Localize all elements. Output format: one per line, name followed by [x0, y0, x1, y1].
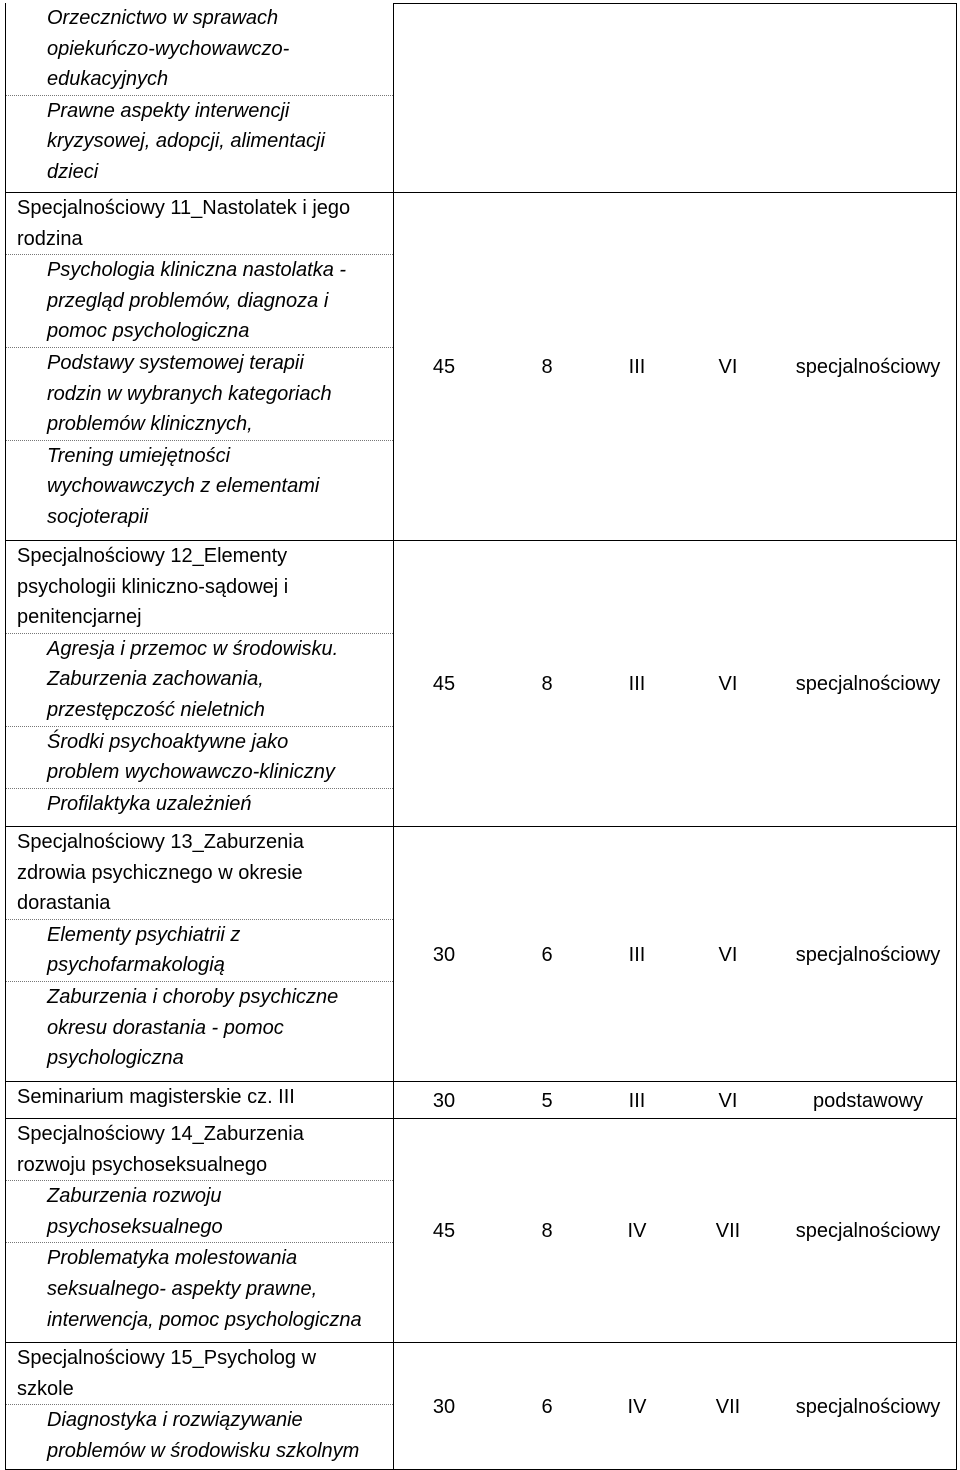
subject-item	[6, 440, 393, 533]
table-row	[6, 3, 956, 193]
table-row	[6, 827, 956, 1082]
hours-cell: 30	[432, 1395, 456, 1418]
subject-item	[6, 1404, 393, 1466]
year-cell: IV	[627, 1220, 647, 1242]
module-description-cell	[6, 193, 394, 540]
module-description-cell	[6, 541, 394, 826]
subject-item-line: edukacyjnych	[47, 68, 169, 91]
subject-item	[6, 726, 393, 788]
subject-item-line: Zaburzenia zachowania,	[47, 668, 264, 691]
subject-item-line: Środki psychoaktywne jako	[47, 730, 289, 753]
curriculum-table	[5, 3, 957, 1470]
subject-item	[6, 788, 393, 820]
module-type-cell: specjalnościowy	[795, 673, 941, 695]
module-title-line: dorastania	[17, 892, 111, 915]
module-title-line: zdrowia psychicznego w okresie	[17, 861, 303, 884]
module-title-line: Specjalnościowy 13_Zaburzenia	[17, 831, 304, 853]
module-type-cell: specjalnościowy	[795, 1395, 941, 1418]
semester-cell: VII	[715, 1220, 741, 1242]
subject-item	[6, 347, 393, 440]
subject-item	[6, 1242, 393, 1335]
subject-item	[6, 633, 393, 726]
module-title-line: Specjalnościowy 12_Elementy	[17, 545, 288, 567]
subject-item-line: Elementy psychiatrii z	[47, 923, 241, 946]
semester-cell: VII	[715, 1395, 741, 1418]
module-description-cell	[6, 827, 394, 1081]
year-cell: III	[628, 943, 646, 966]
semester-cell: VI	[718, 943, 738, 966]
subject-item-line: okresu dorastania - pomoc	[47, 1016, 284, 1039]
module-title-line: rozwoju psychoseksualnego	[17, 1153, 268, 1176]
subject-item-line: psychofarmakologią	[47, 954, 225, 977]
hours-cell: 30	[432, 1089, 456, 1112]
subject-item-line: problemów klinicznych,	[47, 413, 253, 436]
module-title-line: rodzina	[17, 227, 83, 250]
subject-item-line: Agresja i przemoc w środowisku.	[47, 637, 339, 660]
module-title-line: Specjalnościowy 14_Zaburzenia	[17, 1123, 304, 1145]
subject-item-line: problem wychowawczo-kliniczny	[47, 761, 335, 784]
ects-cell: 6	[541, 943, 553, 966]
module-title-line: Specjalnościowy 11_Nastolatek i jego	[17, 197, 351, 219]
subject-item-line: Zaburzenia i choroby psychiczne	[47, 985, 339, 1008]
subject-item-line: Trening umiejętności	[47, 444, 231, 467]
subject-item-line: Zaburzenia rozwoju	[47, 1185, 222, 1208]
ects-cell: 8	[541, 673, 553, 695]
module-title-line: szkole	[17, 1377, 74, 1400]
table-row	[6, 541, 956, 827]
hours-cell: 45	[432, 1220, 456, 1242]
subject-item-line: Diagnostyka i rozwiązywanie	[47, 1409, 303, 1432]
subject-item-line: dzieci	[47, 160, 99, 183]
table-top-border	[394, 3, 956, 4]
subject-item	[6, 1180, 393, 1242]
subject-item-line: problemów w środowisku szkolnym	[47, 1439, 360, 1462]
subject-item-line: Psychologia kliniczna nastolatka -	[47, 259, 347, 282]
subject-item-line: opiekuńczo-wychowawczo-	[47, 37, 290, 60]
subject-item-line: przegląd problemów, diagnoza i	[47, 289, 329, 312]
ects-cell: 5	[541, 1089, 553, 1112]
module-type-cell: specjalnościowy	[795, 356, 941, 378]
table-row	[6, 1119, 956, 1343]
module-description-cell	[6, 3, 394, 192]
subject-item-line: socjoterapii	[47, 505, 149, 528]
module-title-line: Seminarium magisterskie cz. III	[17, 1086, 295, 1108]
subject-item-line: rodzin w wybranych kategoriach	[47, 382, 332, 405]
year-cell: III	[628, 356, 646, 378]
table-row	[6, 1343, 956, 1470]
module-title-line: Specjalnościowy 15_Psycholog w	[17, 1347, 317, 1369]
module-description-cell	[6, 1119, 394, 1342]
subject-item-line: psychologiczna	[47, 1047, 184, 1070]
module-type-cell: podstawowy	[812, 1089, 924, 1112]
hours-cell: 30	[432, 943, 456, 966]
subject-item	[6, 254, 393, 347]
semester-cell: VI	[718, 356, 738, 378]
hours-cell: 45	[432, 673, 456, 695]
module-title-line: psychologii kliniczno-sądowej i	[17, 575, 289, 598]
ects-cell: 6	[541, 1395, 553, 1418]
year-cell: IV	[627, 1395, 647, 1418]
subject-item-line: Prawne aspekty interwencji	[47, 99, 290, 122]
semester-cell: VI	[718, 1089, 738, 1112]
module-title-line: penitencjarnej	[17, 606, 142, 629]
hours-cell: 45	[432, 356, 456, 378]
subject-item-line: Profilaktyka uzależnień	[47, 792, 252, 815]
subject-item	[6, 981, 393, 1074]
subject-item-line: wychowawczych z elementami	[47, 475, 320, 498]
semester-cell: VI	[718, 673, 738, 695]
subject-item-line: przestępczość nieletnich	[47, 698, 265, 721]
subject-item-line: Podstawy systemowej terapii	[47, 351, 304, 374]
subject-item-line: psychoseksualnego	[47, 1215, 223, 1238]
ects-cell: 8	[541, 1220, 553, 1242]
subject-item-line: kryzysowej, adopcji, alimentacji	[47, 130, 325, 153]
module-description-cell	[6, 1343, 394, 1469]
table-row	[6, 193, 956, 541]
subject-item	[6, 919, 393, 981]
module-type-cell: specjalnościowy	[795, 1220, 941, 1242]
subject-item	[6, 95, 393, 188]
subject-item	[6, 3, 393, 95]
subject-item-line: interwencja, pomoc psychologiczna	[47, 1308, 362, 1331]
subject-item-line: seksualnego- aspekty prawne,	[47, 1277, 318, 1300]
module-description-cell	[6, 1082, 394, 1118]
module-type-cell: specjalnościowy	[795, 943, 941, 966]
year-cell: III	[628, 1089, 646, 1112]
subject-item-line: pomoc psychologiczna	[47, 320, 250, 343]
subject-item-line: Problematyka molestowania	[47, 1247, 298, 1270]
ects-cell: 8	[541, 356, 553, 378]
table-row	[6, 1082, 956, 1119]
subject-item-line: Orzecznictwo w sprawach	[47, 7, 279, 29]
year-cell: III	[628, 673, 646, 695]
